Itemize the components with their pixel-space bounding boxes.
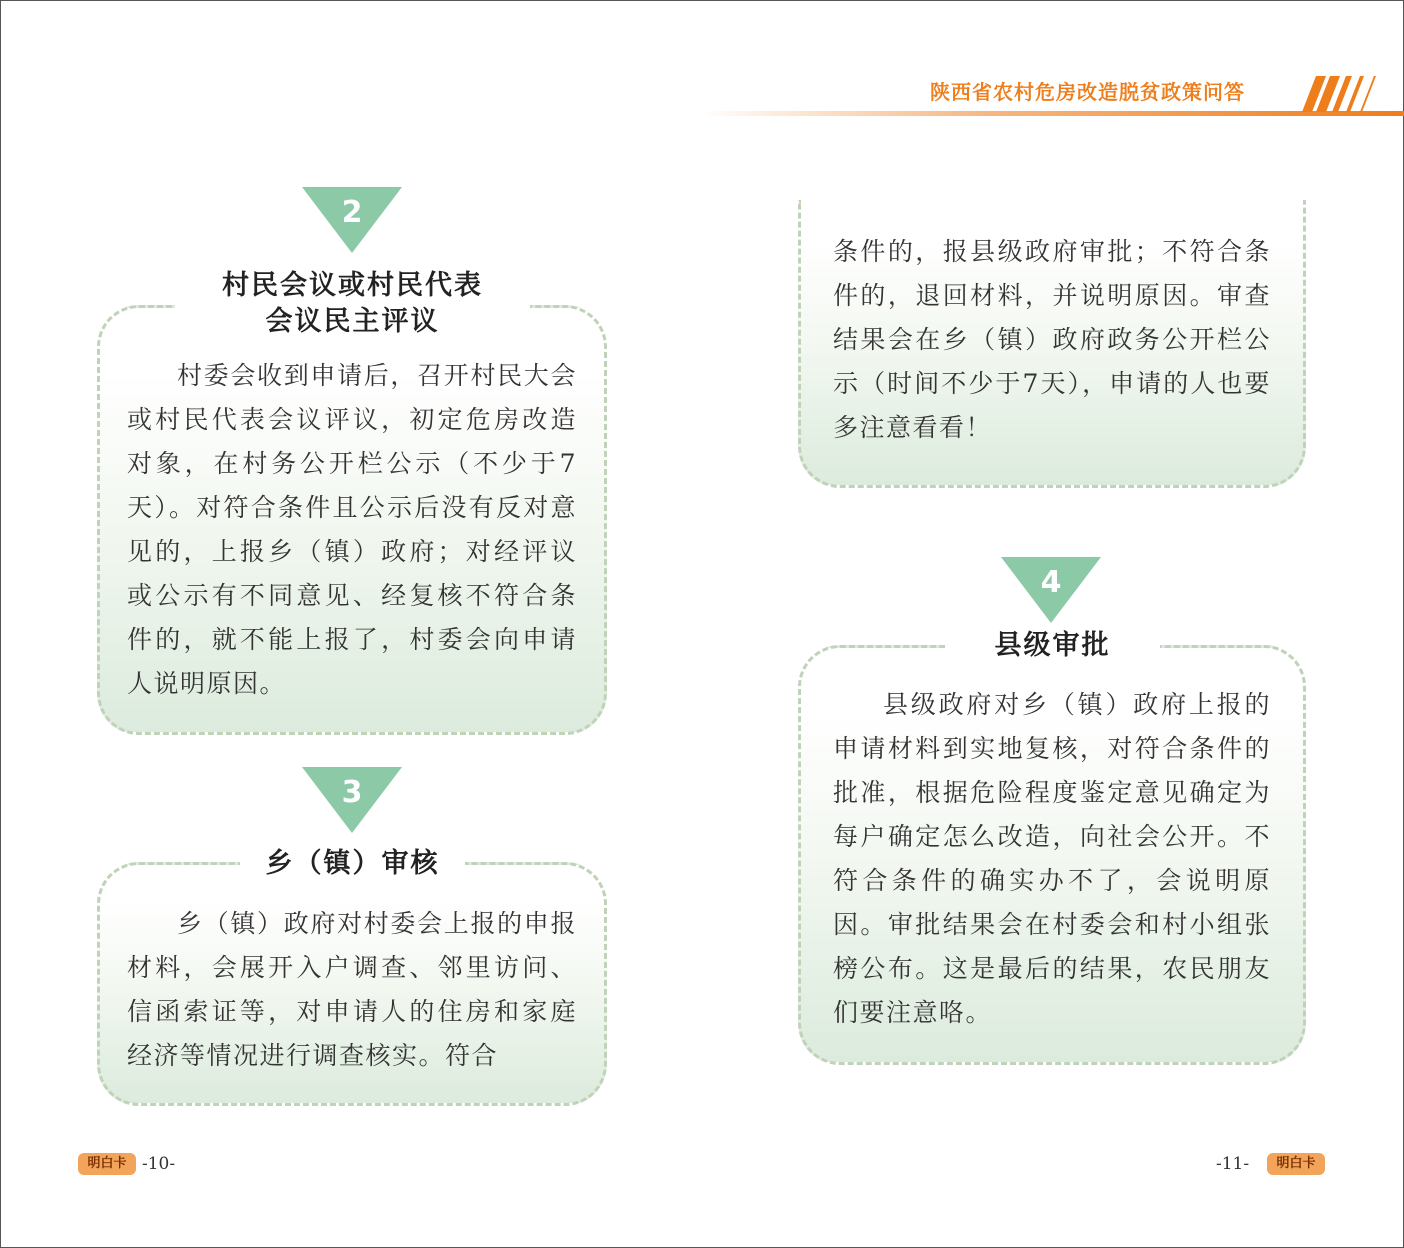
step-3-title: 乡（镇）审核: [240, 846, 465, 882]
step-2-title-line2: 会议民主评议: [265, 306, 440, 337]
header-stripes-decoration: [1288, 76, 1378, 112]
step-3-marker: [302, 767, 402, 833]
step-3-body: [127, 902, 577, 1078]
step-3-continuation-text: 条件的，报县级政府审批；不符合条件的，退回材料，并说明原因。审查结果会在乡（镇）政府政务公开栏公示（时间不少于7天），申请的人也要多注意看看！: [833, 237, 1271, 442]
step-4-number: 4: [1040, 565, 1062, 600]
step-2-title: [175, 268, 530, 340]
step-2-body: [127, 354, 577, 706]
step-4-marker: [1001, 557, 1101, 623]
step-3-number: 3: [341, 775, 363, 810]
header-title: 陕西省农村危房改造脱贫政策问答: [930, 80, 1245, 104]
step-3-text: 乡（镇）政府对村委会上报的申报材料，会展开入户调查、邻里访问、信函索证等，对申请人的住房和家庭经济等情况进行调查核实。符合: [127, 909, 577, 1070]
footer-tag-left: 明白卡: [78, 1153, 136, 1175]
page-number-left: -10-: [142, 1154, 176, 1174]
footer-tag-right: 明白卡: [1267, 1153, 1325, 1175]
step-4-text: 县级政府对乡（镇）政府上报的申请材料到实地复核，对符合条件的批准，根据危险程度鉴定意见确定为每户确定怎么改造，向社会公开。不符合条件的确实办不了，会说明原因。审批结果会在村委会和村小组张榜公布。这是最后的结果，农民朋友们要注意咯。: [833, 690, 1271, 1027]
page-number-right: -11-: [1216, 1154, 1250, 1174]
step-2-text: 村委会收到申请后，召开村民大会或村民代表会议评议，初定危房改造对象，在村务公开栏公示（不少于7天）。对符合条件且公示后没有反对意见的，上报乡（镇）政府；对经评议或公示有不同意见、经复核不符合条件的，就不能上报了，村委会向申请人说明原因。: [127, 361, 577, 698]
step-2-marker: [302, 187, 402, 253]
step-2-title-line1: 村民会议或村民代表: [222, 270, 483, 301]
step-2-number: 2: [341, 195, 363, 230]
step-4-body: [833, 683, 1271, 1035]
header-rule: [700, 111, 1404, 116]
step-3-continuation-body: [833, 230, 1271, 450]
step-4-title: 县级审批: [945, 628, 1160, 664]
